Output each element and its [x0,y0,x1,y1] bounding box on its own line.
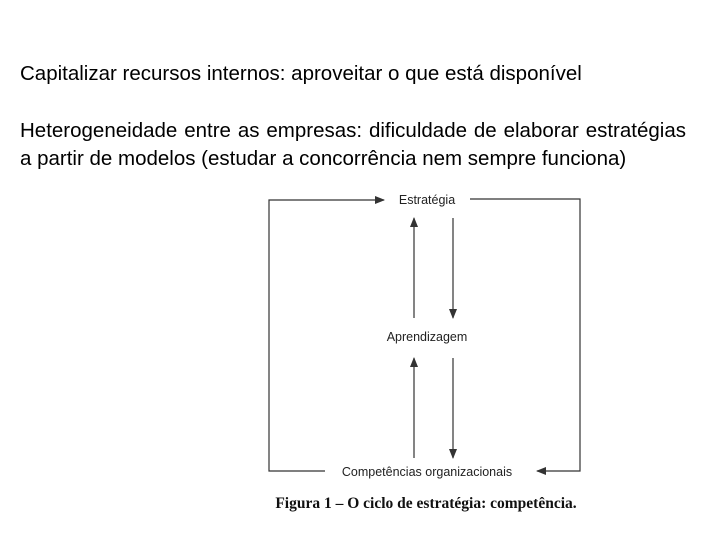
left-loop-arrow [269,200,384,471]
node-aprendizagem: Aprendizagem [386,330,468,344]
node-competencias: Competências organizacionais [341,465,513,479]
bullet-text-capitalizar: Capitalizar recursos internos: aproveitar o que está disponível [20,62,582,85]
right-loop-arrow [470,199,580,471]
figure-caption: Figura 1 – O ciclo de estratégia: competência. [275,495,577,512]
bullet-text-heterogeneidade: Heterogeneidade entre as empresas: dificuldade de elaborar estratégias a partir de modelos (estudar a concorrência nem sempre funciona) [20,119,686,170]
node-estrategia: Estratégia [398,193,456,207]
